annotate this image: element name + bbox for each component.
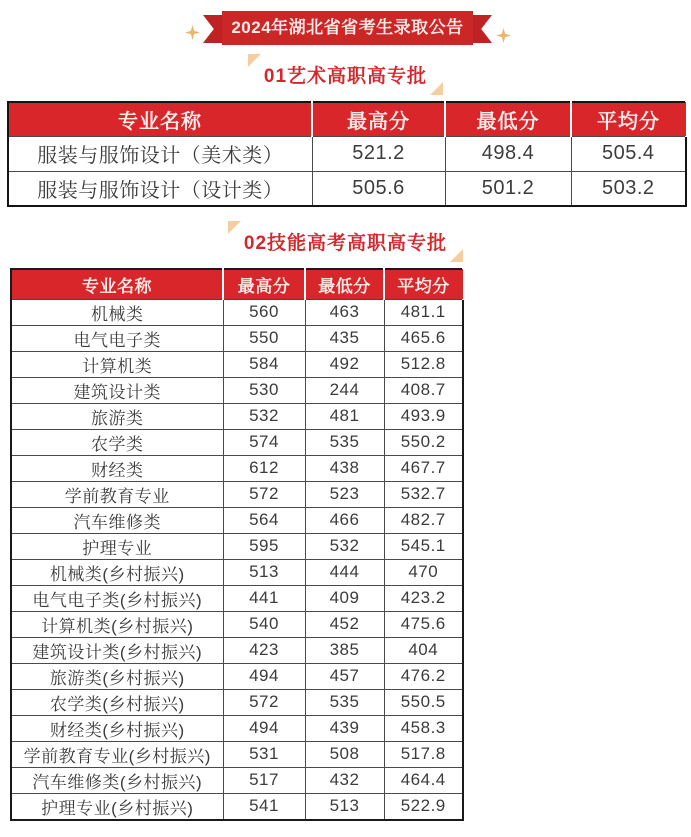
triangle-decoration-icon [248, 54, 261, 67]
major-name-cell: 计算机类 [11, 351, 223, 377]
column-header: 最高分 [312, 102, 445, 136]
score-cell: 385 [305, 637, 384, 663]
table-row [11, 585, 463, 611]
score-cell: 513 [305, 793, 384, 820]
score-cell: 444 [305, 559, 384, 585]
column-header: 平均分 [571, 102, 686, 136]
major-name-cell: 建筑设计类 [11, 377, 223, 403]
banner-title: 2024年湖北省省考生录取公告 [222, 11, 473, 45]
score-cell: 481 [305, 403, 384, 429]
major-name-cell: 机械类 [11, 299, 223, 325]
score-cell: 505.4 [571, 136, 686, 171]
table-row [11, 767, 463, 793]
table-row [11, 325, 463, 351]
score-cell: 465.6 [384, 325, 463, 351]
major-name-cell: 计算机类(乡村振兴) [11, 611, 223, 637]
major-name-cell: 汽车维修类 [11, 507, 223, 533]
major-name-cell: 建筑设计类(乡村振兴) [11, 637, 223, 663]
score-cell: 535 [305, 689, 384, 715]
score-cell: 463 [305, 299, 384, 325]
table-row [11, 715, 463, 741]
score-cell: 522.9 [384, 793, 463, 820]
score-cell: 531 [223, 741, 305, 767]
table-row [11, 533, 463, 559]
table-header-row [11, 269, 463, 299]
triangle-decoration-icon [228, 221, 241, 234]
score-cell: 408.7 [384, 377, 463, 403]
score-cell: 612 [223, 455, 305, 481]
score-cell: 452 [305, 611, 384, 637]
score-cell: 466 [305, 507, 384, 533]
column-header: 最高分 [223, 269, 305, 299]
sparkle-star-icon [185, 25, 200, 40]
score-cell: 535 [305, 429, 384, 455]
major-name-cell: 电气电子类(乡村振兴) [11, 585, 223, 611]
table-row [11, 741, 463, 767]
score-cell: 564 [223, 507, 305, 533]
major-name-cell: 汽车维修类(乡村振兴) [11, 767, 223, 793]
score-cell: 435 [305, 325, 384, 351]
section-art-batch-title-wrap [262, 57, 429, 92]
table-row [11, 403, 463, 429]
major-name-cell: 护理专业(乡村振兴) [11, 793, 223, 820]
table-row [11, 637, 463, 663]
score-cell: 432 [305, 767, 384, 793]
score-cell: 532.7 [384, 481, 463, 507]
score-cell: 404 [384, 637, 463, 663]
score-cell: 523 [305, 481, 384, 507]
score-cell: 464.4 [384, 767, 463, 793]
score-cell: 492 [305, 351, 384, 377]
score-cell: 501.2 [445, 171, 571, 206]
score-cell: 572 [223, 689, 305, 715]
section-skill-batch-title: 02技能高考高职高专批 [243, 233, 448, 254]
score-cell: 441 [223, 585, 305, 611]
score-cell: 481.1 [384, 299, 463, 325]
announcement-banner [0, 10, 691, 46]
score-cell: 540 [223, 611, 305, 637]
art-batch-score-table [7, 101, 687, 207]
score-cell: 541 [223, 793, 305, 820]
score-cell: 521.2 [312, 136, 445, 171]
major-name-cell: 农学类 [11, 429, 223, 455]
major-name-cell: 电气电子类 [11, 325, 223, 351]
score-cell: 494 [223, 663, 305, 689]
score-cell: 584 [223, 351, 305, 377]
major-name-cell: 财经类(乡村振兴) [11, 715, 223, 741]
section-skill-batch-header [0, 224, 691, 259]
score-cell: 493.9 [384, 403, 463, 429]
score-cell: 574 [223, 429, 305, 455]
skill-batch-score-table [10, 268, 464, 821]
score-cell: 508 [305, 741, 384, 767]
major-name-cell: 旅游类 [11, 403, 223, 429]
section-skill-batch-title-wrap [242, 224, 449, 259]
table-row [11, 663, 463, 689]
score-cell: 550.2 [384, 429, 463, 455]
score-cell: 503.2 [571, 171, 686, 206]
score-cell: 512.8 [384, 351, 463, 377]
score-cell: 494 [223, 715, 305, 741]
table-row [11, 429, 463, 455]
score-cell: 505.6 [312, 171, 445, 206]
table-row [11, 507, 463, 533]
major-name-cell: 服装与服饰设计（设计类） [8, 171, 312, 206]
score-cell: 476.2 [384, 663, 463, 689]
column-header: 专业名称 [8, 102, 312, 136]
table-row [11, 689, 463, 715]
score-cell: 457 [305, 663, 384, 689]
table-row [11, 611, 463, 637]
score-cell: 532 [305, 533, 384, 559]
triangle-decoration-icon [430, 82, 443, 95]
score-cell: 498.4 [445, 136, 571, 171]
score-cell: 244 [305, 377, 384, 403]
table-row [11, 299, 463, 325]
table-row [8, 136, 686, 171]
major-name-cell: 旅游类(乡村振兴) [11, 663, 223, 689]
table-row [11, 793, 463, 820]
table-row [11, 377, 463, 403]
major-name-cell: 财经类 [11, 455, 223, 481]
score-cell: 550 [223, 325, 305, 351]
score-cell: 438 [305, 455, 384, 481]
section-art-batch-title: 01艺术高职高专批 [263, 66, 428, 87]
major-name-cell: 学前教育专业 [11, 481, 223, 507]
table-row [11, 481, 463, 507]
score-cell: 439 [305, 715, 384, 741]
score-cell: 409 [305, 585, 384, 611]
triangle-decoration-icon [450, 249, 463, 262]
sparkle-star-icon [496, 28, 511, 43]
column-header: 专业名称 [11, 269, 223, 299]
table-row [11, 455, 463, 481]
column-header: 最低分 [305, 269, 384, 299]
score-cell: 545.1 [384, 533, 463, 559]
score-cell: 550.5 [384, 689, 463, 715]
score-cell: 458.3 [384, 715, 463, 741]
table-row [8, 171, 686, 206]
section-art-batch-header [0, 57, 691, 92]
score-cell: 423 [223, 637, 305, 663]
major-name-cell: 机械类(乡村振兴) [11, 559, 223, 585]
major-name-cell: 护理专业 [11, 533, 223, 559]
table-header-row [8, 102, 686, 136]
column-header: 最低分 [445, 102, 571, 136]
table-row [11, 351, 463, 377]
major-name-cell: 学前教育专业(乡村振兴) [11, 741, 223, 767]
score-cell: 517.8 [384, 741, 463, 767]
score-cell: 470 [384, 559, 463, 585]
score-cell: 517 [223, 767, 305, 793]
column-header: 平均分 [384, 269, 463, 299]
score-cell: 595 [223, 533, 305, 559]
score-cell: 572 [223, 481, 305, 507]
score-cell: 482.7 [384, 507, 463, 533]
major-name-cell: 农学类(乡村振兴) [11, 689, 223, 715]
score-cell: 423.2 [384, 585, 463, 611]
table-row [11, 559, 463, 585]
score-cell: 467.7 [384, 455, 463, 481]
score-cell: 560 [223, 299, 305, 325]
score-cell: 475.6 [384, 611, 463, 637]
score-cell: 530 [223, 377, 305, 403]
major-name-cell: 服装与服饰设计（美术类） [8, 136, 312, 171]
score-cell: 532 [223, 403, 305, 429]
score-cell: 513 [223, 559, 305, 585]
